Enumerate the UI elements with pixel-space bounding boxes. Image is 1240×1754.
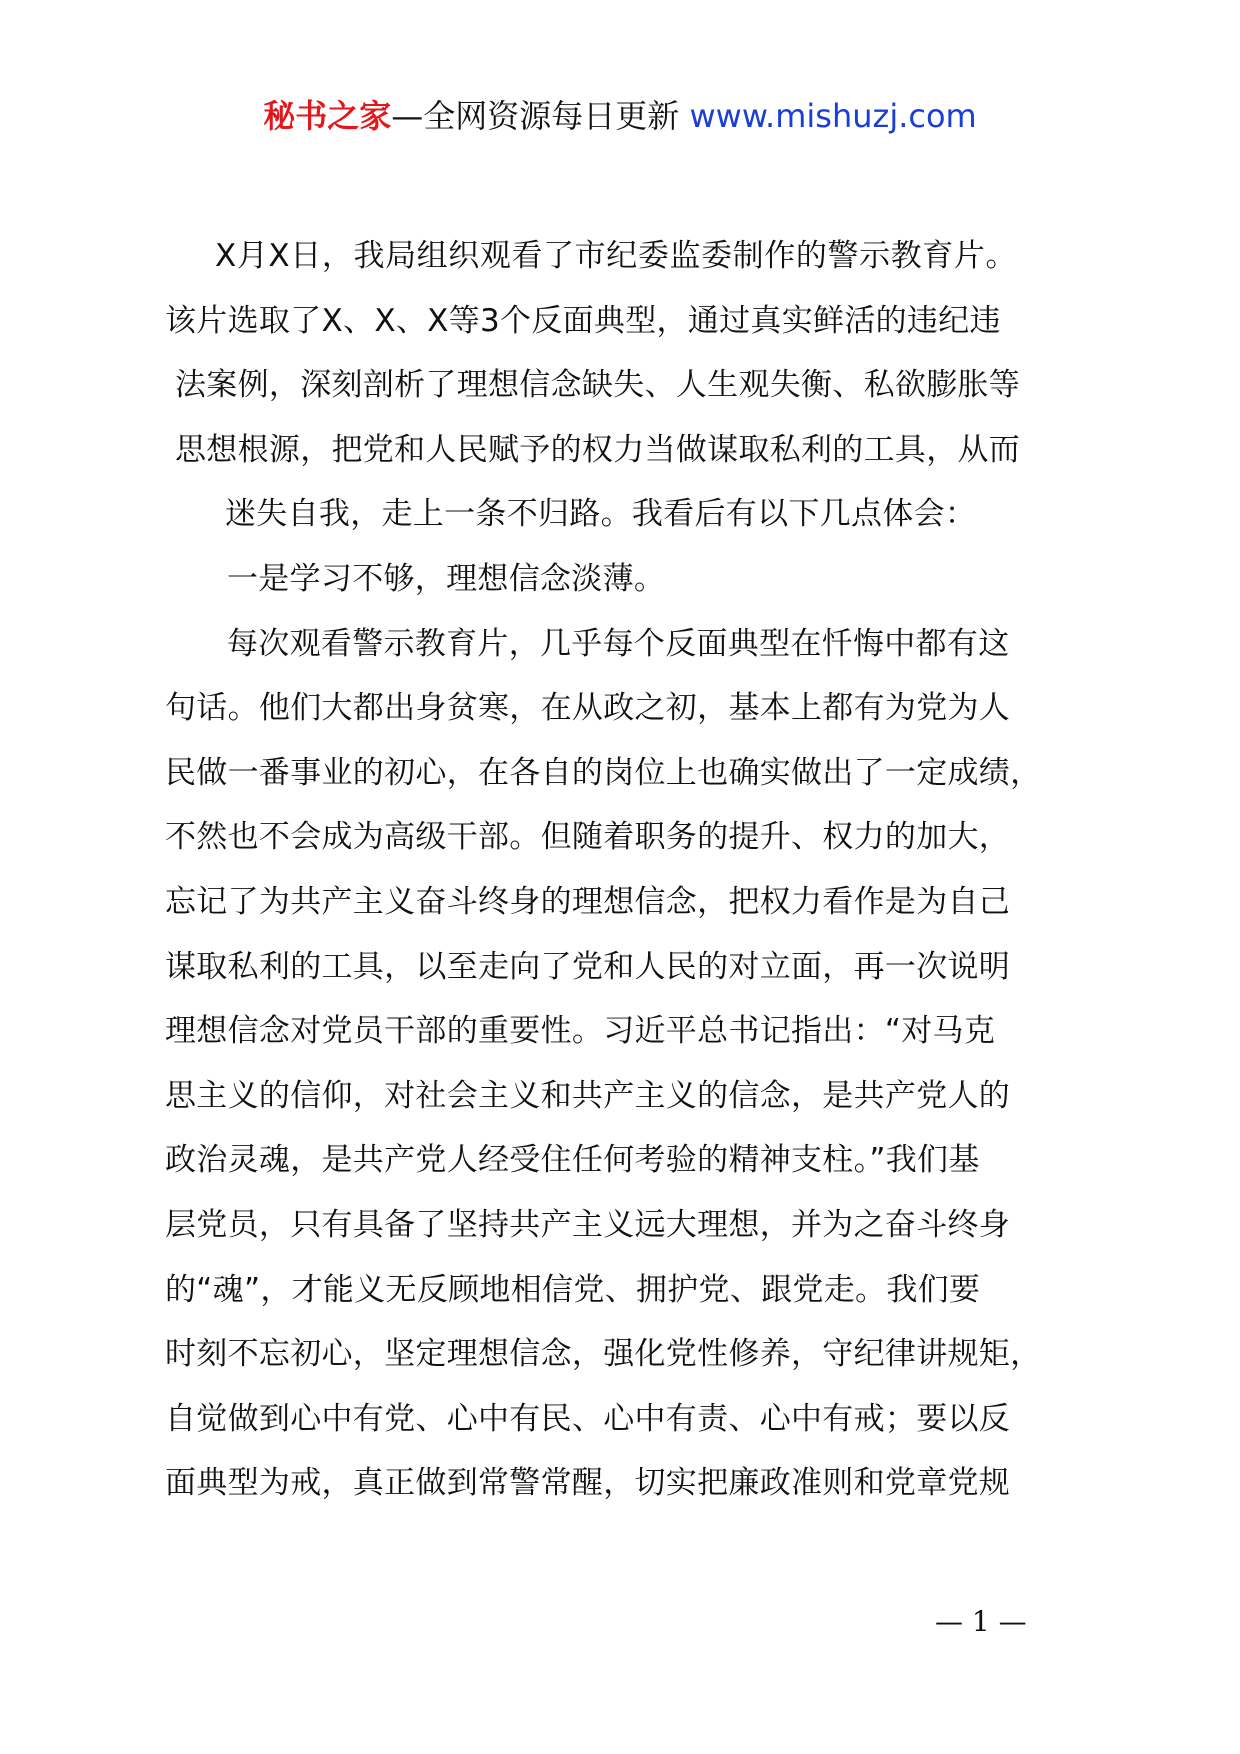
section-heading: 一是学习不够，理想信念淡薄。 — [227, 560, 666, 597]
page-number: — 1 — — [935, 1605, 1027, 1638]
paragraph-line: 忘记了为共产主义奋斗终身的理想信念，把权力看作是为自己 — [165, 883, 1011, 920]
paragraph-line: 的“魂”，才能义无反顾地相信党、拥护党、跟党走。我们要 — [165, 1271, 981, 1308]
paragraph-line: 民做一番事业的初心，在各自的岗位上也确实做出了一定成绩， — [165, 754, 1042, 791]
paragraph-line: 句话。他们大都出身贫寒，在从政之初，基本上都有为党为人 — [165, 690, 1011, 727]
site-brand: 秘书之家 — [263, 97, 392, 135]
document-header — [0, 96, 1240, 136]
paragraph-line: 迷失自我，走上一条不归路。我看后有以下几点体会： — [225, 496, 977, 533]
paragraph-line: 层党员，只有具备了坚持共产主义远大理想，并为之奋斗终身 — [165, 1206, 1011, 1243]
document-body — [165, 224, 1105, 1516]
site-tagline: —全网资源每日更新 — [391, 97, 680, 135]
paragraph-line: 谋取私利的工具，以至走向了党和人民的对立面，再一次说明 — [165, 948, 1011, 985]
paragraph-line: 该片选取了X、X、X等3个反面典型，通过真实鲜活的违纪违 — [165, 302, 1001, 339]
paragraph-line: 时刻不忘初心，坚定理想信念，强化党性修养，守纪律讲规矩， — [165, 1336, 1042, 1373]
paragraph-line: 思主义的信仰，对社会主义和共产主义的信念，是共产党人的 — [165, 1077, 1011, 1114]
paragraph-line: 不然也不会成为高级干部。但随着职务的提升、权力的加大， — [165, 819, 1011, 856]
paragraph-line: 理想信念对党员干部的重要性。习近平总书记指出：“对马克 — [165, 1013, 996, 1050]
paragraph-line: 政治灵魂，是共产党人经受住任何考验的精神支柱。”我们基 — [165, 1142, 980, 1179]
paragraph-line: 面典型为戒，真正做到常警常醒，切实把廉政准则和党章党规 — [165, 1465, 1011, 1502]
paragraph-line: X月X日，我局组织观看了市纪委监委制作的警示教育片。 — [215, 238, 1018, 274]
paragraph-line: 思想根源，把党和人民赋予的权力当做谋取私利的工具，从而 — [175, 431, 1021, 468]
paragraph-line: 自觉做到心中有党、心中有民、心中有责、心中有戒；要以反 — [165, 1400, 1011, 1437]
paragraph-line: 法案例，深刻剖析了理想信念缺失、人生观失衡、私欲膨胀等 — [175, 367, 1021, 404]
paragraph-line: 每次观看警示教育片，几乎每个反面典型在忏悔中都有这 — [227, 625, 1010, 662]
site-url[interactable]: www.mishuzj.com — [689, 97, 977, 135]
